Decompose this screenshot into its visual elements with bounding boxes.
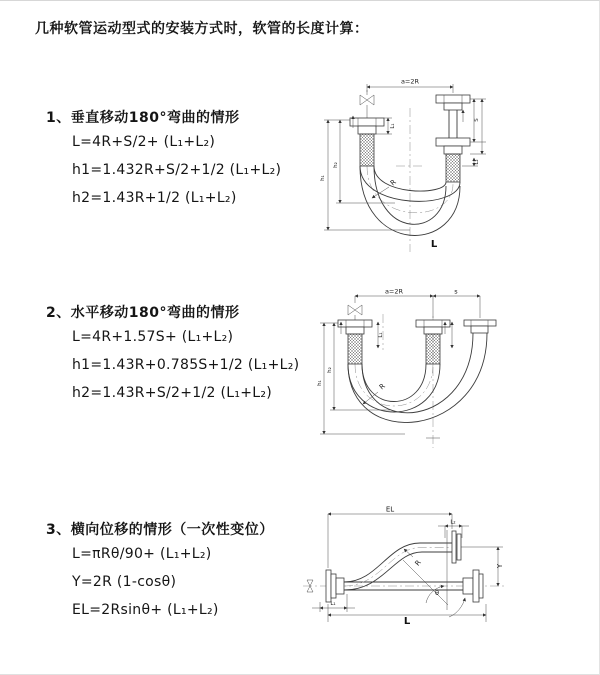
formula: L=πRθ/90+ (L₁+L₂) [72, 546, 212, 562]
dim-l [328, 604, 486, 627]
dim-span [367, 78, 453, 94]
formula: h2=1.43R+1/2 (L₁+L₂) [72, 190, 237, 206]
formula: h2=1.43R+S/2+1/2 (L₁+L₂) [72, 385, 273, 401]
radius-callout [372, 178, 398, 198]
right-end-fitting [464, 320, 496, 333]
dim-label-s: S [474, 118, 480, 122]
formula: EL=2Rsinθ+ (L₁+L₂) [72, 602, 219, 618]
left-end-fitting [350, 105, 384, 166]
formula: L=4R+S/2+ (L₁+L₂) [72, 134, 216, 150]
page-title: 几种软管运动型式的安装方式时，软管的长度计算： [35, 21, 369, 37]
upper-end-fitting [452, 531, 461, 563]
diagram-lateral-displacement [300, 500, 600, 652]
centerlines [367, 108, 453, 252]
section-1-heading: 1、垂直移动180°弯曲的情形 [46, 110, 240, 126]
dim-label-l1: L₁ [330, 601, 336, 607]
radius-label: R [413, 558, 423, 568]
construction-lines [403, 530, 448, 610]
valve-icon [360, 90, 374, 105]
right-end-fitting [436, 95, 470, 182]
dim-label-s: s [454, 288, 458, 296]
length-label: L [430, 239, 438, 250]
dim-label-l1: L₁ [378, 332, 384, 338]
section-2-heading: 2、水平移动180°弯曲的情形 [46, 305, 240, 321]
dim-label-l1: L₁ [390, 123, 396, 129]
dim-label-h2: h₂ [327, 367, 333, 373]
dim-label-h1: h₁ [317, 380, 323, 386]
dim-span [355, 288, 480, 318]
dim-label-l: L [403, 616, 411, 627]
diagram-vertical-180-bend [310, 70, 600, 260]
radius-label: R [377, 382, 387, 392]
right-end-fitting [463, 570, 483, 602]
dim-label-el: EL [385, 505, 395, 514]
centerlines [355, 314, 433, 448]
dim-label-span: a=2R [400, 77, 420, 86]
hose-arcs [348, 333, 487, 423]
dim-stroke-s [462, 99, 486, 166]
angle-label: θ [435, 589, 439, 597]
formula: L=4R+1.57S+ (L₁+L₂) [72, 329, 234, 345]
dim-label-h1: h₁ [320, 175, 326, 181]
dim-label-l2: L₂ [474, 159, 480, 165]
angle-callout [426, 586, 465, 617]
left-end-fitting [326, 570, 344, 602]
dim-el [328, 506, 452, 569]
formula: h1=1.432R+S/2+1/2 (L₁+L₂) [72, 162, 282, 178]
dim-label-h2: h₂ [333, 162, 339, 168]
hose-displaced-position [344, 543, 452, 590]
valve-icon [348, 305, 362, 315]
formula: Y=2R (1-cosθ) [72, 574, 177, 590]
formula: h1=1.43R+0.785S+1/2 (L₁+L₂) [72, 357, 300, 373]
dim-label-y: Y [496, 563, 504, 569]
dim-label-l2: L₂ [450, 519, 456, 526]
dim-label-span: a=2R [384, 288, 404, 296]
diagram-horizontal-180-bend [310, 288, 600, 456]
section-3-heading: 3、横向位移的情形（一次性变位） [46, 522, 274, 538]
left-end-fitting [338, 315, 372, 364]
radius-label: R [388, 178, 398, 188]
